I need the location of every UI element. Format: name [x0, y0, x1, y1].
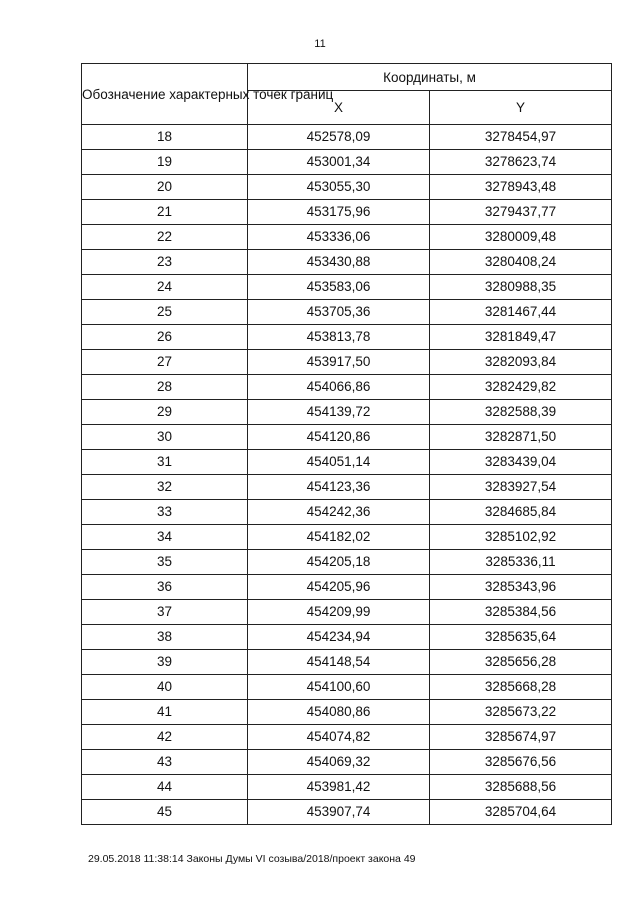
- table-row: [82, 650, 612, 675]
- y-cell: 3282429,82: [430, 375, 612, 400]
- x-cell: 454234,94: [248, 625, 430, 650]
- table-row: [82, 325, 612, 350]
- table-row: [82, 475, 612, 500]
- y-cell: 3285384,56: [430, 600, 612, 625]
- table-body: [82, 125, 612, 825]
- point-cell: 35: [82, 550, 248, 575]
- y-cell: 3285635,64: [430, 625, 612, 650]
- table-row: [82, 775, 612, 800]
- table-row: [82, 125, 612, 150]
- point-cell: 44: [82, 775, 248, 800]
- x-cell: 454242,36: [248, 500, 430, 525]
- x-cell: 454205,96: [248, 575, 430, 600]
- x-cell: 454182,02: [248, 525, 430, 550]
- x-cell: 453336,06: [248, 225, 430, 250]
- point-cell: 30: [82, 425, 248, 450]
- coordinates-table: [81, 63, 612, 825]
- y-cell: 3282093,84: [430, 350, 612, 375]
- y-cell: 3280988,35: [430, 275, 612, 300]
- y-cell: 3285668,28: [430, 675, 612, 700]
- y-cell: 3282588,39: [430, 400, 612, 425]
- x-cell: 454051,14: [248, 450, 430, 475]
- point-cell: 37: [82, 600, 248, 625]
- y-cell: 3285676,56: [430, 750, 612, 775]
- point-cell: 38: [82, 625, 248, 650]
- x-cell: 454120,86: [248, 425, 430, 450]
- x-cell: 453001,34: [248, 150, 430, 175]
- x-cell: 454100,60: [248, 675, 430, 700]
- header-y: Y: [430, 91, 612, 125]
- table-row: [82, 500, 612, 525]
- y-cell: 3278943,48: [430, 175, 612, 200]
- x-cell: 453055,30: [248, 175, 430, 200]
- y-cell: 3283927,54: [430, 475, 612, 500]
- point-cell: 43: [82, 750, 248, 775]
- x-cell: 454148,54: [248, 650, 430, 675]
- y-cell: 3278623,74: [430, 150, 612, 175]
- x-cell: 453907,74: [248, 800, 430, 825]
- x-cell: 453583,06: [248, 275, 430, 300]
- y-cell: 3283439,04: [430, 450, 612, 475]
- table-row: [82, 200, 612, 225]
- document-footer: 29.05.2018 11:38:14 Законы Думы VI созыва/2018/проект закона 49: [88, 853, 416, 865]
- y-cell: 3278454,97: [430, 125, 612, 150]
- table-row: [82, 375, 612, 400]
- x-cell: 453981,42: [248, 775, 430, 800]
- table-row: [82, 275, 612, 300]
- table-row: [82, 300, 612, 325]
- table-row: [82, 175, 612, 200]
- y-cell: 3280408,24: [430, 250, 612, 275]
- y-cell: 3281849,47: [430, 325, 612, 350]
- point-cell: 20: [82, 175, 248, 200]
- y-cell: 3285704,64: [430, 800, 612, 825]
- y-cell: 3285674,97: [430, 725, 612, 750]
- y-cell: 3281467,44: [430, 300, 612, 325]
- table-row: [82, 625, 612, 650]
- x-cell: 453430,88: [248, 250, 430, 275]
- x-cell: 453175,96: [248, 200, 430, 225]
- table-row: [82, 525, 612, 550]
- point-cell: 40: [82, 675, 248, 700]
- x-cell: 453917,50: [248, 350, 430, 375]
- x-cell: 454209,99: [248, 600, 430, 625]
- y-cell: 3285656,28: [430, 650, 612, 675]
- table-row: [82, 150, 612, 175]
- y-cell: 3282871,50: [430, 425, 612, 450]
- point-cell: 32: [82, 475, 248, 500]
- table-row: [82, 750, 612, 775]
- x-cell: 454139,72: [248, 400, 430, 425]
- table-row: [82, 225, 612, 250]
- table-row: [82, 575, 612, 600]
- table-row: [82, 725, 612, 750]
- table-row: [82, 450, 612, 475]
- x-cell: 454066,86: [248, 375, 430, 400]
- point-cell: 36: [82, 575, 248, 600]
- point-cell: 25: [82, 300, 248, 325]
- point-cell: 33: [82, 500, 248, 525]
- point-cell: 22: [82, 225, 248, 250]
- x-cell: 454205,18: [248, 550, 430, 575]
- x-cell: 453813,78: [248, 325, 430, 350]
- point-cell: 18: [82, 125, 248, 150]
- table-row: [82, 800, 612, 825]
- x-cell: 453705,36: [248, 300, 430, 325]
- table-row: [82, 425, 612, 450]
- page-number: 11: [314, 38, 326, 50]
- point-cell: 23: [82, 250, 248, 275]
- point-cell: 27: [82, 350, 248, 375]
- y-cell: 3279437,77: [430, 200, 612, 225]
- point-cell: 26: [82, 325, 248, 350]
- point-cell: 29: [82, 400, 248, 425]
- point-cell: 42: [82, 725, 248, 750]
- point-cell: 24: [82, 275, 248, 300]
- table-row: [82, 600, 612, 625]
- y-cell: 3285688,56: [430, 775, 612, 800]
- x-cell: 454080,86: [248, 700, 430, 725]
- y-cell: 3285673,22: [430, 700, 612, 725]
- x-cell: 454123,36: [248, 475, 430, 500]
- point-cell: 34: [82, 525, 248, 550]
- y-cell: 3280009,48: [430, 225, 612, 250]
- table-row: [82, 700, 612, 725]
- table-row: [82, 350, 612, 375]
- y-cell: 3284685,84: [430, 500, 612, 525]
- x-cell: 452578,09: [248, 125, 430, 150]
- point-cell: 19: [82, 150, 248, 175]
- table-row: [82, 550, 612, 575]
- x-cell: 454069,32: [248, 750, 430, 775]
- header-point-designation: Обозначение характерных точек границ: [82, 64, 248, 125]
- table-row: [82, 400, 612, 425]
- point-cell: 39: [82, 650, 248, 675]
- point-cell: 41: [82, 700, 248, 725]
- x-cell: 454074,82: [248, 725, 430, 750]
- y-cell: 3285336,11: [430, 550, 612, 575]
- header-coordinates: Координаты, м: [248, 64, 612, 91]
- y-cell: 3285343,96: [430, 575, 612, 600]
- point-cell: 28: [82, 375, 248, 400]
- header-x: X: [248, 91, 430, 125]
- point-cell: 45: [82, 800, 248, 825]
- point-cell: 21: [82, 200, 248, 225]
- y-cell: 3285102,92: [430, 525, 612, 550]
- point-cell: 31: [82, 450, 248, 475]
- table-row: [82, 675, 612, 700]
- table-row: [82, 250, 612, 275]
